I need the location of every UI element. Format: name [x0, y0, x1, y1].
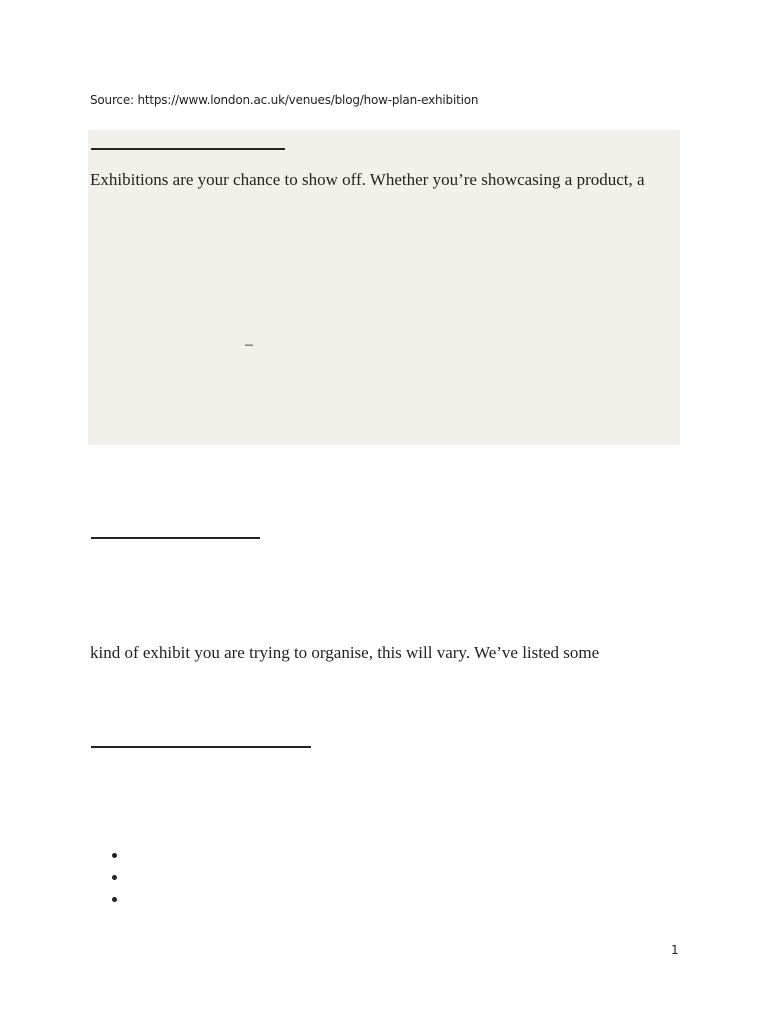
- dash-mark: –: [245, 336, 253, 353]
- section-heading-rule-3: [91, 746, 311, 748]
- section-heading-rule-2: [91, 537, 260, 539]
- intro-paragraph-line: Exhibitions are your chance to show off. Whether you’re showcasing a product, a: [90, 170, 645, 189]
- bullet-point: [112, 897, 117, 902]
- page-number: 1: [671, 943, 679, 957]
- bullet-list: [112, 853, 117, 919]
- source-line: Source: https://www.london.ac.uk/venues/blog/how-plan-exhibition: [90, 93, 479, 107]
- bullet-point: [112, 875, 117, 880]
- bullet-point: [112, 853, 117, 858]
- section-paragraph-line: kind of exhibit you are trying to organise, this will vary. We’ve listed some: [90, 643, 600, 662]
- section-heading-rule-1: [91, 148, 285, 150]
